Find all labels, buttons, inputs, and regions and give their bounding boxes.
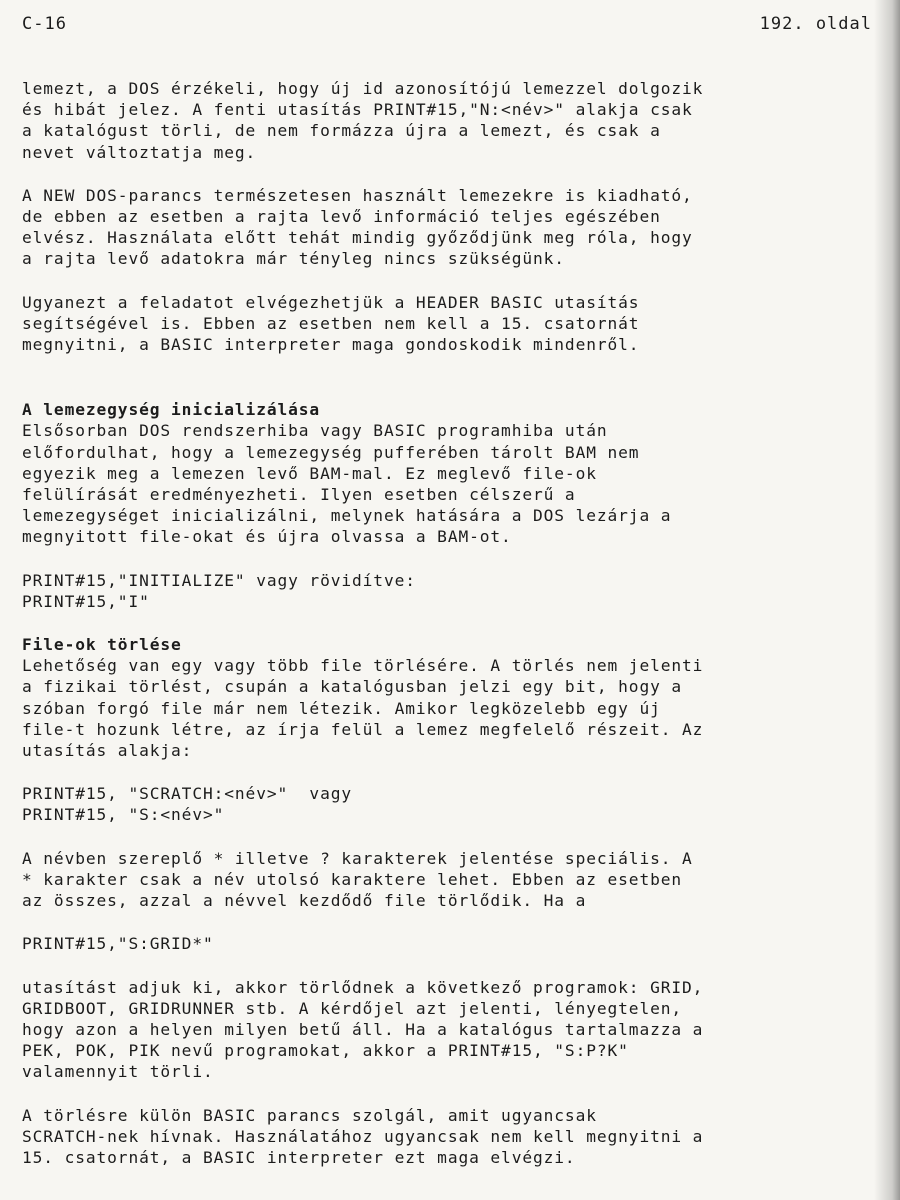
text-line: a rajta levő adatokra már tényleg nincs szükségünk. [22,249,565,269]
paragraph-new-command [22,185,880,270]
paragraph-wildcards [22,848,880,912]
text-line: a fizikai törlést, csupán a katalógusban jelzi egy bit, hogy a [22,677,683,697]
text-line: előfordulhat, hogy a lemezegység pufferében tárolt BAM nem [22,442,640,462]
text-line: SCRATCH-nek hívnak. Használatához ugyancsak nem kell megnyitni a [22,1126,704,1146]
paragraph-grid-example [22,977,880,1083]
code-initialize [22,570,880,612]
section-heading-initialize: A lemezegység inicializálása [22,400,321,420]
text-line: * karakter csak a név utolsó karaktere lehet. Ebben az esetben [22,869,683,889]
text-line: megnyitni, a BASIC interpreter maga gondoskodik mindenről. [22,335,640,355]
text-line: elvész. Használata előtt tehát mindig győződjünk meg róla, hogy [22,228,693,248]
text-line: A törlésre külön BASIC parancs szolgál, amit ugyancsak [22,1105,597,1125]
text-line: Lehetőség van egy vagy több file törlésére. A törlés nem jelenti [22,656,704,676]
paragraph-delete-files [22,655,880,761]
text-line: egyezik meg a lemezen levő BAM-mal. Ez meglevő file-ok [22,463,597,483]
text-line: GRIDBOOT, GRIDRUNNER stb. A kérdőjel azt jelenti, lényegtelen, [22,998,683,1018]
text-line: valamennyit törli. [22,1062,214,1082]
text-line: utasítást adjuk ki, akkor törlődnek a következő programok: GRID, [22,977,704,997]
text-line: felülírását eredményezheti. Ilyen esetben célszerű a [22,485,576,505]
code-line: PRINT#15,"I" [22,591,150,611]
text-line: és hibát jelez. A fenti utasítás PRINT#15,"N:<név>" alakja csak [22,100,693,120]
text-line: de ebben az esetben a rajta levő információ teljes egészében [22,207,661,227]
text-line: a katalógust törli, de nem formázza újra a lemezt, és csak a [22,121,661,141]
text-line: A NEW DOS-parancs természetesen használt lemezekre is kiadható, [22,185,693,205]
text-line: utasítás alakja: [22,741,193,761]
page-body [22,78,880,1168]
text-line: lemezt, a DOS érzékeli, hogy új id azonosítójú lemezzel dolgozik [22,79,704,98]
text-line: szóban forgó file már nem létezik. Amikor legközelebb egy új [22,698,661,718]
page-header [22,14,872,34]
code-line: PRINT#15, "S:<név>" [22,805,225,825]
page-number: 192. oldal [759,14,872,34]
text-line: 15. csatornát, a BASIC interpreter ezt maga elvégzi. [22,1147,576,1167]
text-line: hogy azon a helyen milyen betű áll. Ha a katalógus tartalmazza a [22,1019,704,1039]
section-heading-delete-files: File-ok törlése [22,635,182,655]
text-line: lemezegységet inicializálni, melynek hatására a DOS lezárja a [22,506,672,526]
code-grid [22,933,880,954]
text-line: file-t hozunk létre, az írja felül a lemez megfelelő részeit. Az [22,719,704,739]
text-line: Elsősorban DOS rendszerhiba vagy BASIC programhiba után [22,421,608,441]
text-line: Ugyanezt a feladatot elvégezhetjük a HEADER BASIC utasítás [22,292,640,312]
paragraph-initialize [22,420,880,547]
text-line: segítségével is. Ebben az esetben nem kell a 15. csatornát [22,313,640,333]
text-line: A névben szereplő * illetve ? karakterek jelentése speciális. A [22,848,693,868]
text-line: nevet változtatja meg. [22,142,257,162]
paragraph-header-basic [22,292,880,356]
text-line: PEK, POK, PIK nevű programokat, akkor a PRINT#15, "S:P?K" [22,1041,629,1061]
code-line: PRINT#15,"S:GRID*" [22,934,214,954]
code-line: PRINT#15, "SCRATCH:<név>" vagy [22,784,353,804]
code-line: PRINT#15,"INITIALIZE" vagy rövidítve: [22,570,416,590]
text-line: megnyitott file-okat és újra olvassa a BAM-ot. [22,527,512,547]
paragraph-dos-detects-new-id [22,78,880,163]
text-line: az összes, azzal a névvel kezdődő file törlődik. Ha a [22,891,587,911]
code-scratch [22,783,880,825]
paragraph-scratch-command [22,1105,880,1169]
chapter-code: C-16 [22,14,67,34]
